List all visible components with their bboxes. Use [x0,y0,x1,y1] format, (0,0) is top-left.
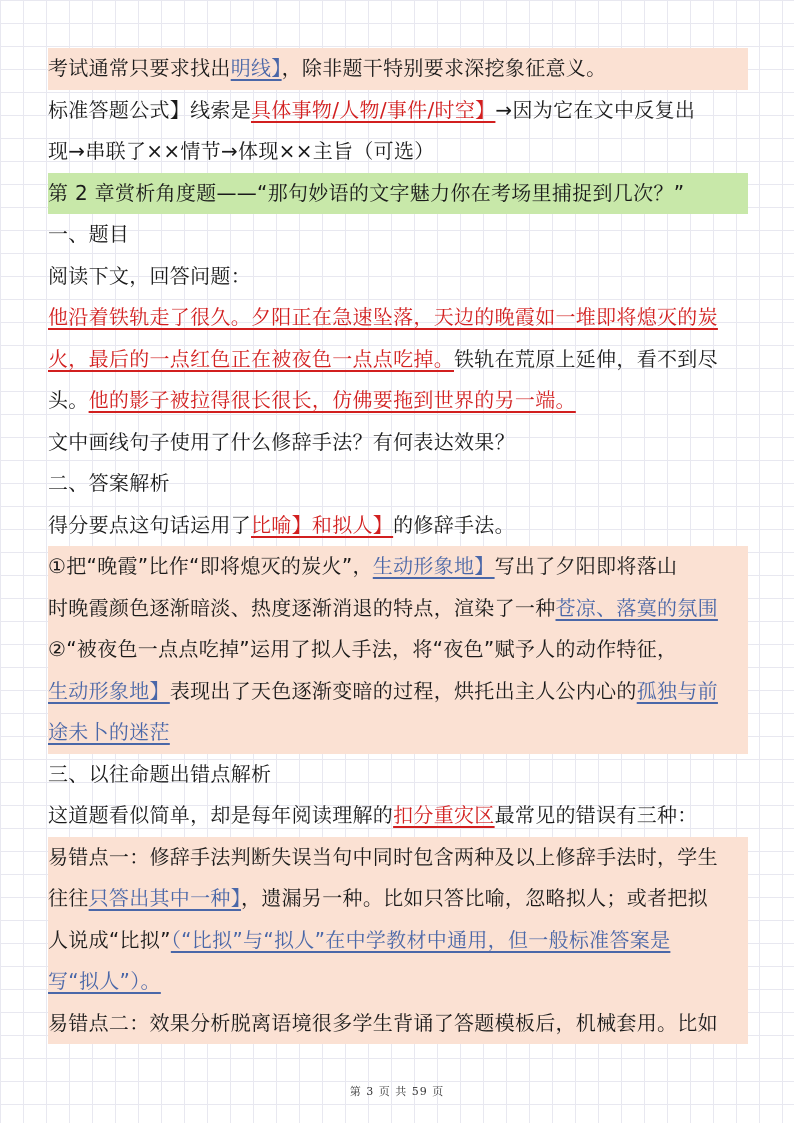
text-line [48,297,748,339]
text-segment: 二、答案解析 [48,471,170,495]
text-segment: 阅读下文，回答问题： [48,263,251,288]
text-segment: 三、以往命题出错点解析 [48,761,272,786]
highlighted-text: （“比拟”与“拟人”在中学教材中通用，但一般标准答案是 [170,927,671,952]
text-segment: 往往 [48,886,89,910]
text-line [48,90,748,132]
text-segment: 易错点一：修辞手法判断失误当句中同时包含两种及以上修辞手法时，学生 [48,844,718,869]
text-line [48,214,748,256]
highlighted-text: 具体事物/人物/事件/时空】 [251,97,496,122]
text-line [48,837,748,879]
text-line [48,878,748,920]
text-line [48,712,748,754]
text-segment: ，除非题干特别要求深挖象征意义。 [281,56,607,80]
text-line [48,629,748,671]
text-segment: ，遗漏另一种。比如只答比喻，忽略拟人；或者把拟 [241,886,708,910]
text-segment: ②“被夜色一点点吃掉”运用了拟人手法，将“夜色”赋予人的动作特征， [48,637,678,661]
text-segment: 的修辞手法。 [393,512,515,537]
text-line [48,754,748,796]
text-line [48,463,748,505]
text-segment: 现→串联了××情节→体现××主旨（可选） [48,139,435,163]
text-segment: 易错点二：效果分析脱离语境很多学生背诵了答题模板后，机械套用。比如 [48,1010,718,1035]
text-line [48,380,748,422]
text-segment: 考试通常只要求找出 [48,56,231,80]
text-line [48,546,748,588]
text-segment: 标准答题公式】线索是 [48,97,251,122]
text-line [48,422,748,464]
text-segment: 时晚霞颜色逐渐暗淡、热度逐渐消退的特点，渲染了一种 [48,595,556,620]
text-line [48,131,748,173]
highlighted-text: 途未卜的迷茫 [48,720,170,744]
highlighted-text: 生动形象地】 [372,554,495,578]
text-line [48,961,748,1003]
text-segment: 写出了夕阳即将落山 [494,554,678,578]
page-content [48,48,748,1044]
highlighted-text: 写“拟人”）。 [48,969,161,993]
highlighted-text: 只答出其中一种】 [88,886,242,910]
text-segment: 最常见的错误有三种： [494,803,698,827]
highlighted-text: 他沿着铁轨走了很久。夕阳正在急速坠落，天边的晚霞如一堆即将熄灭的炭 [48,305,718,329]
highlighted-text: 比喻】和拟人】 [251,512,394,537]
text-segment: 头。 [48,388,89,412]
highlighted-text: 生动形象地】 [48,678,170,703]
text-line [48,256,748,298]
text-segment: ①把“晚霞”比作“即将熄灭的炭火”， [48,554,373,578]
page-footer: 第 3 页 共 59 页 [349,1085,445,1098]
text-segment: 表现出了天色逐渐变暗的过程，烘托出主人公内心的 [169,678,637,703]
text-segment: 得分要点这句话运用了 [48,512,251,537]
highlighted-text: 扣分重灾区 [393,803,495,827]
text-segment: 一、题目 [48,222,130,246]
text-line [48,588,748,630]
text-segment: 这道题看似简单，却是每年阅读理解的 [48,803,394,827]
text-line [48,339,748,381]
highlighted-text: 他的影子被拉得很长很长，仿佛要拖到世界的另一端。 [88,388,576,412]
highlighted-text: 明线】 [230,56,282,80]
text-line [48,795,748,837]
text-segment: 人说成“比拟” [48,927,171,952]
text-segment: →因为它在文中反复出 [495,97,696,122]
highlighted-text: 火，最后的一点红色正在被夜色一点点吃掉。 [48,346,454,371]
text-segment: 文中画线句子使用了什么修辞手法？有何表达效果？ [48,429,515,454]
text-segment: 铁轨在荒原上延伸，看不到尽 [454,346,718,371]
text-segment: 第 2 章赏析角度题——“那句妙语的文字魅力你在考场里捕捉到几次？” [48,180,685,205]
highlighted-text: 苍凉、落寞的氛围 [555,595,718,620]
text-line [48,920,748,962]
text-line [48,671,748,713]
text-line [48,173,748,215]
text-line [48,1003,748,1045]
text-line [48,505,748,547]
text-line [48,48,748,90]
highlighted-text: 孤独与前 [636,678,718,703]
